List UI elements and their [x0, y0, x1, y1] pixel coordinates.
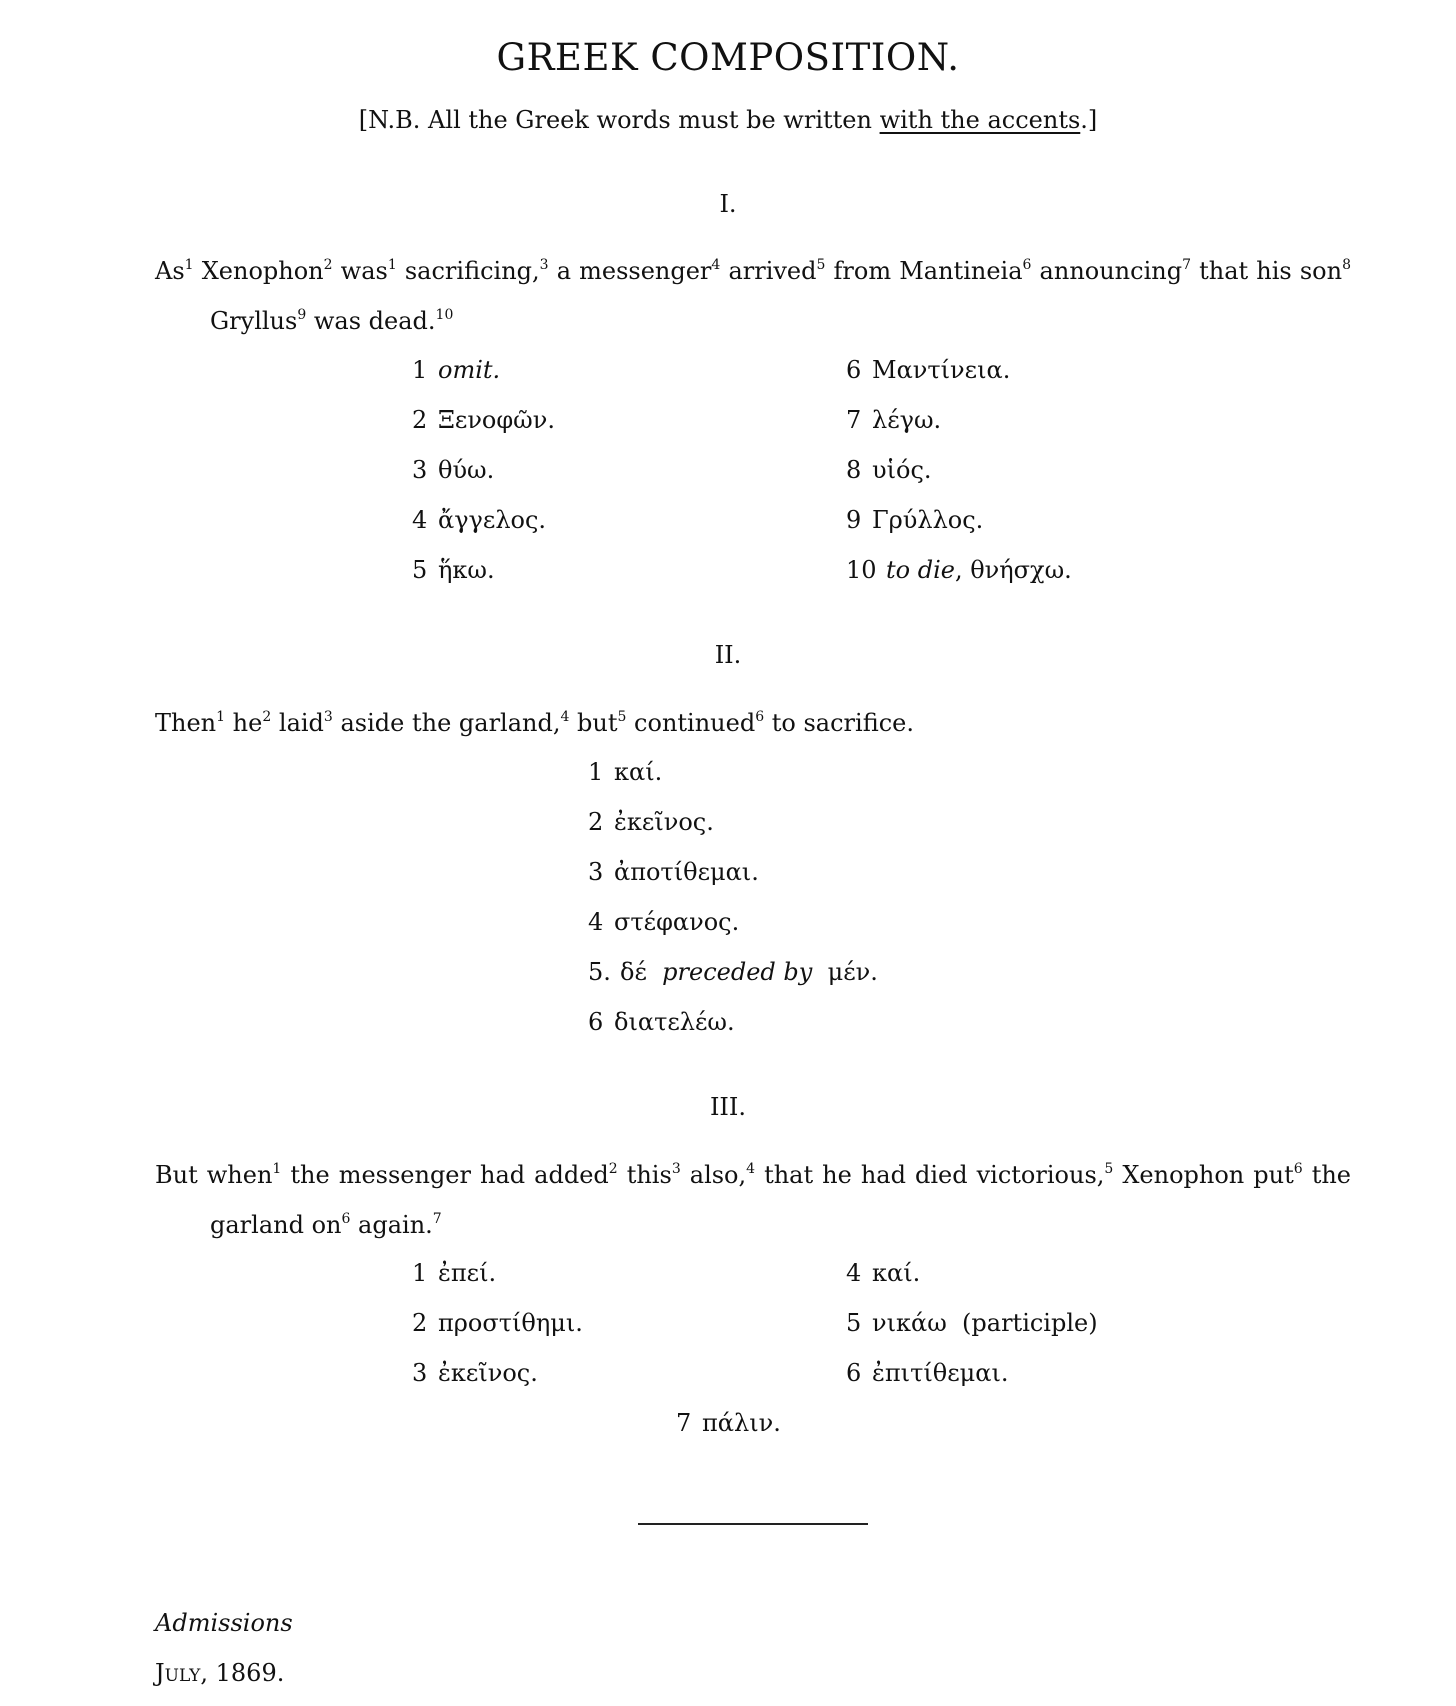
footnote-ref: 5 — [816, 257, 826, 273]
section-numeral-3: III. — [709, 1093, 747, 1121]
footnote-ref: 4 — [746, 1161, 756, 1177]
footnote-ref: 7 — [1182, 257, 1191, 273]
section-numeral-1: I. — [719, 190, 737, 218]
gloss-item: 8 υἱός. — [846, 456, 932, 484]
gloss-item: 6 Μαντίνεια. — [846, 356, 1011, 384]
sentence-line — [155, 246, 1351, 296]
gloss-item: 2 Ξενοφῶν. — [412, 406, 555, 434]
word: this — [617, 1161, 672, 1189]
word: Gryllus — [210, 307, 298, 335]
footer-date: July, 1869. — [155, 1659, 285, 1687]
footnote-ref: 5 — [1104, 1161, 1114, 1177]
footnote-ref: 3 — [671, 1161, 681, 1177]
word: Xenophon — [193, 257, 324, 285]
footer-label: Admissions — [155, 1609, 293, 1637]
sentence-line — [155, 698, 1351, 748]
word: Then — [155, 709, 217, 737]
footnote-ref: 1 — [216, 709, 226, 725]
section-1-sentence — [155, 246, 1351, 346]
footnote-ref: 9 — [297, 307, 307, 323]
footnote-ref: 2 — [323, 257, 333, 273]
word: arrived — [720, 257, 817, 285]
gloss-item: 2 προστίθημι. — [412, 1309, 583, 1337]
section-2-sentence — [155, 698, 1351, 748]
word: laid — [271, 709, 324, 737]
footnote-ref: 5 — [617, 709, 627, 725]
word: again. — [350, 1211, 433, 1239]
word: that he had died victorious, — [755, 1161, 1105, 1189]
gloss-item: 4 ἄγγελος. — [412, 506, 547, 534]
gloss-item: 4 καί. — [846, 1259, 921, 1287]
footnote-ref: 6 — [1022, 257, 1032, 273]
gloss-item: 1 omit. — [412, 356, 501, 384]
gloss-item: 1 καί. — [588, 758, 663, 786]
word: to sacrifice. — [764, 709, 914, 737]
word: sacrificing, — [396, 257, 540, 285]
word: he — [225, 709, 263, 737]
gloss-item: 6 ἐπιτίθεμαι. — [846, 1359, 1009, 1387]
word: Xenophon put — [1113, 1161, 1294, 1189]
gloss-item: 5 ἥκω. — [412, 556, 495, 584]
sentence-line — [155, 1200, 1351, 1250]
divider-rule — [638, 1523, 868, 1525]
word: garland on — [210, 1211, 342, 1239]
footnote-ref: 1 — [387, 257, 397, 273]
footnote-ref: 4 — [560, 709, 570, 725]
footnote-ref: 4 — [711, 257, 721, 273]
page-title: GREEK COMPOSITION. — [496, 36, 960, 79]
gloss-item: 3 θύω. — [412, 456, 495, 484]
footnote-ref: 3 — [323, 709, 333, 725]
note-prefix: [N.B. All the Greek words must be written — [358, 106, 880, 134]
footnote-ref: 3 — [539, 257, 549, 273]
section-numeral-2: II. — [714, 641, 742, 669]
footnote-ref: 7 — [432, 1211, 442, 1227]
gloss-item: 4 στέφανος. — [588, 908, 740, 936]
gloss-item: 5. δέ preceded by μέν. — [588, 958, 878, 986]
footnote-ref: 10 — [435, 307, 454, 323]
gloss-item: 3 ἀποτίθεμαι. — [588, 858, 759, 886]
footnote-ref: 1 — [184, 257, 194, 273]
accent-note — [0, 106, 1456, 134]
gloss-item: 3 ἐκεῖνος. — [412, 1359, 538, 1387]
word: was dead. — [306, 307, 436, 335]
word: a messenger — [548, 257, 712, 285]
sentence-line — [155, 296, 1351, 346]
footnote-ref: 8 — [1342, 257, 1351, 273]
gloss-item: 6 διατελέω. — [588, 1008, 735, 1036]
footnote-ref: 6 — [755, 709, 765, 725]
gloss-item: 9 Γρύλλος. — [846, 506, 984, 534]
word: was — [332, 257, 388, 285]
footnote-ref: 2 — [262, 709, 272, 725]
gloss-item: 7 πάλιν. — [676, 1409, 781, 1437]
sentence-line — [155, 1150, 1351, 1200]
gloss-item: 7 λέγω. — [846, 406, 942, 434]
word: announcing — [1031, 257, 1183, 285]
gloss-item: 2 ἐκεῖνος. — [588, 808, 714, 836]
word: But when — [155, 1161, 273, 1189]
footnote-ref: 6 — [341, 1211, 351, 1227]
footnote-ref: 6 — [1293, 1161, 1303, 1177]
note-suffix: .] — [1080, 106, 1098, 134]
word: As — [155, 257, 185, 285]
word: that his son — [1191, 257, 1343, 285]
word: also, — [680, 1161, 747, 1189]
word: but — [569, 709, 618, 737]
gloss-item: 10 to die, θνήσχω. — [846, 556, 1072, 584]
gloss-item: 5 νικάω (participle) — [846, 1309, 1098, 1337]
note-underlined: with the accents — [879, 106, 1081, 134]
footnote-ref: 2 — [608, 1161, 618, 1177]
footnote-ref: 1 — [272, 1161, 282, 1177]
word: the — [1302, 1161, 1351, 1189]
gloss-item: 1 ἐπεί. — [412, 1259, 497, 1287]
section-3-sentence — [155, 1150, 1351, 1250]
word: the messenger had added — [281, 1161, 609, 1189]
word: continued — [626, 709, 756, 737]
word: from Mantineia — [825, 257, 1023, 285]
word: aside the garland, — [332, 709, 561, 737]
